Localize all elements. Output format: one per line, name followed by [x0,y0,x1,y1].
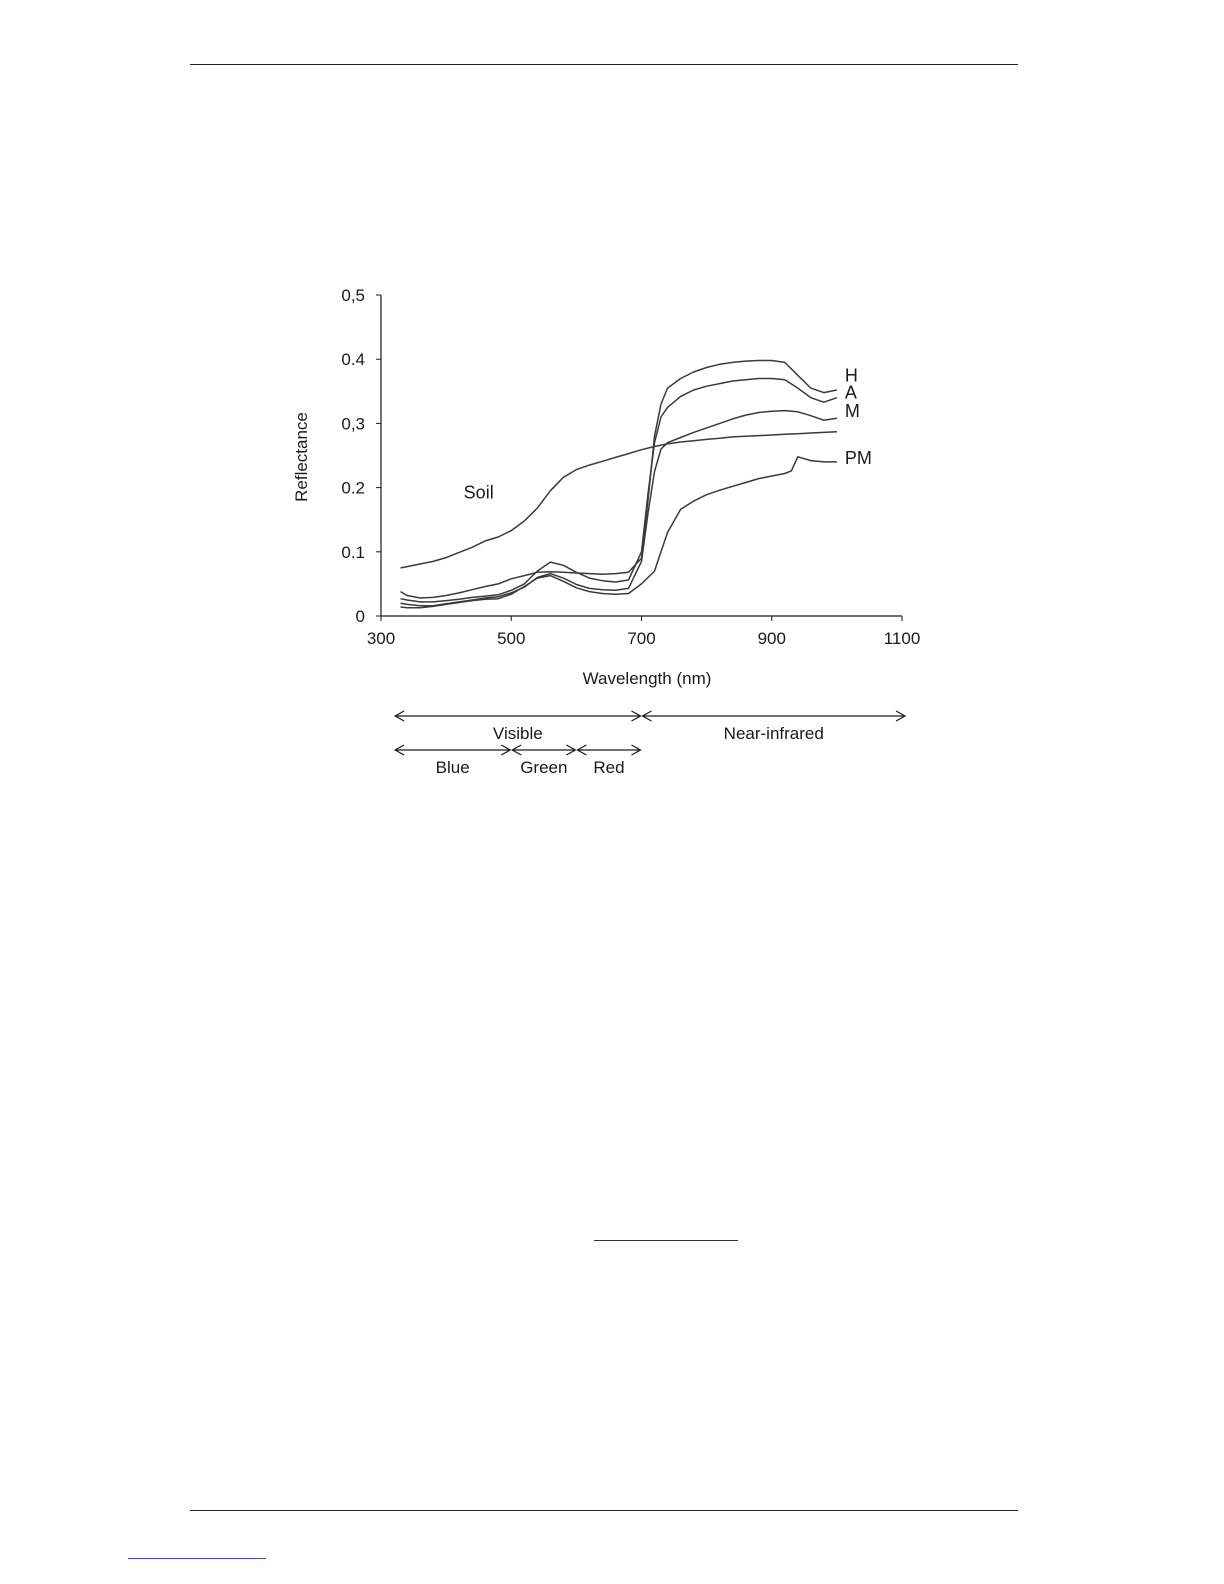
chart-ticks [341,286,920,648]
series-line-m [401,411,837,606]
y-tick-label: 0,5 [341,286,365,305]
chart-axes [381,295,902,616]
band-near-infrared-label: Near-infrared [723,724,824,743]
band-visible-label: Visible [492,724,543,743]
y-axis-label: Reflectance [292,412,311,502]
x-tick-label: 300 [366,629,396,648]
x-tick-label: 700 [627,629,656,648]
y-tick-label: 0.2 [341,478,365,498]
series-line-pm [401,457,837,608]
series-label-a: A [844,382,857,403]
y-tick-label: 0 [355,607,365,626]
x-tick-label: 1100 [883,629,921,648]
series-label-m: M [844,400,860,421]
chart-series-labels [464,366,872,503]
band-green-label: Green [520,758,568,777]
series-label-soil: Soil [463,482,494,503]
y-tick-label: 0,3 [341,414,365,434]
series-label-pm: PM [844,447,872,468]
series-line-h [401,361,837,599]
y-tick-label: 0.1 [341,542,365,562]
x-tick-label: 900 [757,629,786,648]
band-blue-label: Blue [435,758,470,777]
spectral-band-arrows [395,711,905,777]
series-label-h: H [844,365,858,386]
x-tick-label: 500 [497,629,526,648]
y-tick-label: 0.4 [341,350,365,370]
band-red-label: Red [593,758,625,777]
x-axis-label: Wavelength (nm) [582,669,712,688]
